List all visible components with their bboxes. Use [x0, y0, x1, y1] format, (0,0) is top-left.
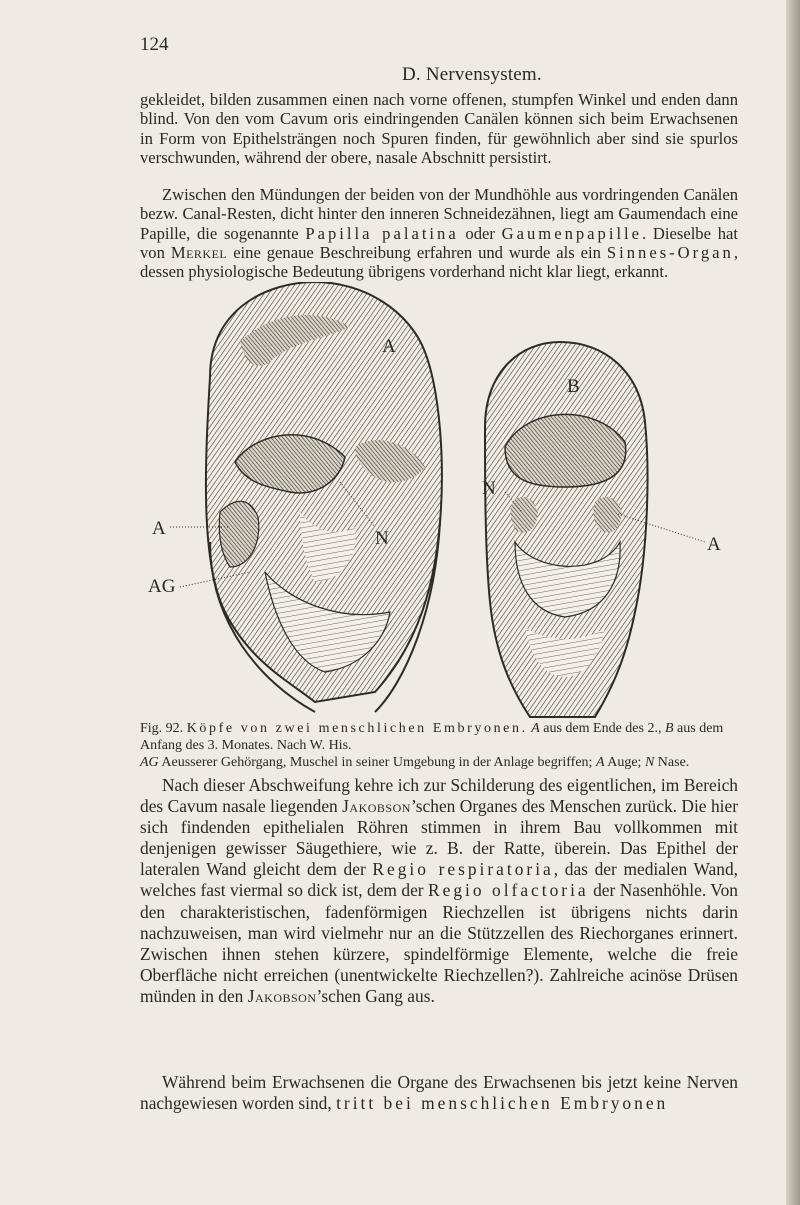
book-spine-edge: [786, 0, 800, 1205]
head-a-drawing: [206, 282, 442, 712]
label-n-right: N: [482, 478, 496, 499]
term-sinnes-organ: Sinnes-Organ: [606, 242, 734, 262]
label-b-top: B: [567, 376, 580, 397]
figure-caption: Fig. 92. Köpfe von zwei menschlichen Embryonen. A aus dem Ende des 2., B aus dem Anfang des 3. Monates. Nach W. His. AG Aeusserer Gehörgang, Muschel in seiner Umgebung in der Anlage begriffen; A Auge; N Nase.: [140, 721, 724, 770]
author-merkel: Merkel: [170, 242, 228, 262]
figure-92: [140, 282, 740, 722]
label-a-top: A: [382, 336, 396, 357]
running-head: D. Nervensystem.: [402, 64, 542, 85]
label-a-left: A: [152, 518, 166, 539]
label-a-right: A: [707, 534, 721, 555]
paragraph-1: gekleidet, bilden zusammen einen nach vorne offenen, stumpfen Winkel und enden dann blind. Von den vom Cavum oris eindringenden Canälen können sich beim Erwachsenen in Form von Epithelsträngen noch Spuren finden, für gewöhnlich aber sind sie spurlos verschwunden, während der obere, nasale Abschnitt persistirt.: [140, 90, 738, 167]
paragraph-3: Nach dieser Abschweifung kehre ich zur Schilderung des eigentlichen, im Bereich des Cavum nasale liegenden Jakobson’schen Organes des Menschen zurück. Die hier sich findenden epithelialen Röhren stimmen in ihrem Bau vollkommen mit denjenigen gewisser Säugethiere, wie z. B. der Ratte, überein. Das Epithel der lateralen Wand gleicht dem der Regio respiratoria, das der medialen Wand, welches fast viermal so dick ist, dem der Regio olfactoria der Nasenhöhle. Von den charakteristischen, fadenförmigen Riechzellen ist übrigens nichts darin nachzuweisen, man wird vielmehr nur an die Stützzellen des Riechorganes erinnert. Zwischen ihnen stehen kürzere, spindelförmige Elemente, welche die freie Oberfläche nicht erreichen (unentwickelte Riechzellen?). Zahlreiche acinöse Drüsen münden in den Jakobson’schen Gang aus.: [140, 775, 738, 1006]
head-b-drawing: [485, 342, 648, 717]
term-papilla-palatina: Papilla palatina: [305, 223, 459, 243]
term-gaumenpapille: Gaumenpapille: [501, 223, 643, 243]
paragraph-4: Während beim Erwachsenen die Organe des Erwachsenen bis jetzt keine Nerven nachgewiesen worden sind, tritt bei menschlichen Embryonen: [140, 1072, 738, 1114]
page-number: 124: [140, 34, 169, 55]
label-ag: AG: [148, 576, 176, 597]
paragraph-2: Zwischen den Mündungen der beiden von der Mundhöhle aus vordringenden Canälen bezw. Canal-Resten, dicht hinter den inneren Schneidezähnen, liegt am Gaumendach eine Papille, die sogenannte Papilla palatina oder Gaumenpapille. Dieselbe hat von Merkel eine genaue Beschreibung erfahren und wurde als ein Sinnes-Organ, dessen physiologische Bedeutung übrigens vorderhand nicht klar liegt, erkannt.: [140, 185, 738, 282]
label-n-middle: N: [375, 528, 389, 549]
embryo-heads-illustration: [140, 282, 740, 722]
